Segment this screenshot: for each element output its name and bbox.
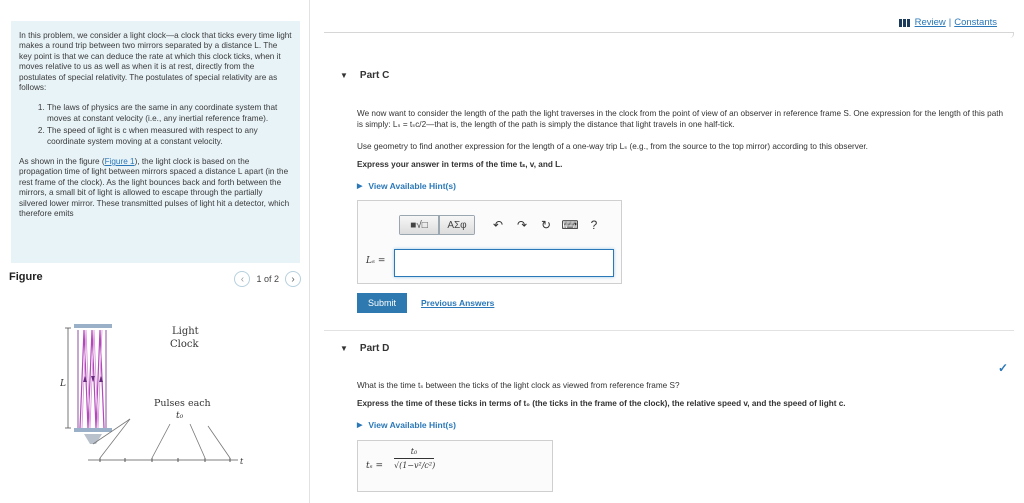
lower-mirror [74, 428, 112, 432]
part-d-answer [357, 440, 553, 492]
problem-intro [11, 21, 300, 263]
figure-header [9, 271, 301, 291]
ls-answer-label: Lₛ = [366, 256, 386, 266]
figure-description: As shown in the figure (Figure 1), the light clock is based on the propagation time of light between mirrors spaced a distance L apart (in the rest frame of the clock). As the light bounces back and forth between the mirrors, a small bit of light is allowed to escape through the partially silvered lower mirror. These transmitted pulses of light hit a detector, which therefore emits [19, 157, 290, 219]
review-constants [899, 17, 1000, 28]
part-d-text-1: What is the time tₛ between the ticks of the light clock as viewed from reference frame S? [357, 381, 680, 390]
pulses-label-1: Pulses each [154, 398, 211, 409]
L-label: L [60, 379, 66, 389]
intro-paragraph: In this problem, we consider a light clock—a clock that ticks every time light makes a round trip between two mirrors separated by a distance L. The key point is that we can deduce the rate at which this clock ticks, when it moves relative to us as well as when it is at rest, directly from the postulates of special relativity. The postulates of special relativity are as follows: [19, 31, 292, 93]
figure-1-link[interactable]: Figure 1 [104, 157, 135, 167]
postulates-list [37, 103, 292, 147]
previous-answers-link[interactable]: Previous Answers [421, 298, 495, 308]
keyboard-icon[interactable]: ⌨ [561, 218, 579, 232]
postulate-1: 1. The laws of physics are the same in any coordinate system that moves at constant velocity (i.e., any inertial reference frame). [47, 103, 292, 124]
part-c-title[interactable]: ▼ Part C [340, 70, 390, 81]
correct-check-icon: ✓ [997, 361, 1008, 375]
part-d-hint[interactable]: ▶ View Available Hint(s) [357, 420, 456, 430]
collapse-triangle-icon: ▼ [340, 71, 348, 80]
ts-answer-label: tₛ = [366, 461, 384, 471]
part-d-title[interactable]: ▼ Part D [340, 343, 390, 354]
part-c-express: Express your answer in terms of the time tₛ, v, and L. [357, 160, 563, 169]
redo-icon[interactable]: ↷ [516, 218, 528, 232]
submit-button[interactable]: Submit [357, 293, 407, 313]
postulate-2: 2. The speed of light is c when measured with respect to any coordinate system moving at a constant velocity. [47, 126, 292, 147]
figure-page-count: 1 of 2 [256, 274, 279, 284]
figure-label: Figure [9, 271, 43, 283]
detector [84, 434, 102, 444]
fraction-denominator: √(1−v²/c²) [394, 461, 436, 470]
light-clock-label-2: Clock [170, 339, 199, 350]
ls-answer-input[interactable] [394, 249, 614, 277]
collapse-triangle-icon: ▼ [340, 344, 348, 353]
light-clock-figure [60, 316, 250, 476]
greek-symbols-button[interactable]: AΣφ [439, 215, 475, 235]
problem-pane [0, 0, 310, 503]
pulses-label-2: t₀ [176, 411, 184, 421]
header-separator: | [948, 17, 952, 28]
part-d-express: Express the time of these ticks in terms of t₀ (the ticks in the frame of the clock), the relative speed v, and the speed of light c. [357, 399, 846, 408]
part-divider [324, 330, 1014, 331]
math-toolbar [399, 215, 607, 235]
part-c-answer-box [357, 200, 622, 284]
review-link[interactable]: Review [914, 17, 946, 28]
review-icon [899, 19, 911, 27]
constants-link[interactable]: Constants [954, 17, 997, 28]
chevron-right-icon[interactable]: › [285, 271, 301, 287]
fraction-numerator: t₀ [394, 447, 434, 459]
light-clock-label-1: Light [172, 326, 199, 337]
t-axis-label: t [240, 457, 244, 466]
question-pane [310, 0, 1024, 503]
part-c-text-1: We now want to consider the length of the path the light traverses in the clock from the point of view of an observer in reference frame S. One expression for the length of this path is simply: Lₛ = tₛc/2—that is, the length of the path is simply the distance that light travels in one half-tick. [357, 109, 1004, 129]
undo-icon[interactable]: ↶ [492, 218, 504, 232]
chevron-left-icon[interactable]: ‹ [234, 271, 250, 287]
reset-icon[interactable]: ↻ [540, 218, 552, 232]
help-icon[interactable]: ? [590, 218, 598, 232]
templates-button[interactable]: ■√□ [399, 215, 439, 235]
expand-triangle-icon: ▶ [357, 422, 363, 429]
answer-fraction [394, 447, 434, 470]
top-mirror [74, 324, 112, 328]
expand-triangle-icon: ▶ [357, 183, 363, 190]
part-c-text-2: Use geometry to find another expression for the length of a one-way trip Lₛ (e.g., from the source to the top mirror) according to this observer. [357, 142, 868, 151]
top-rule [324, 32, 1014, 38]
figure-pager [234, 271, 301, 287]
template-group [399, 215, 475, 235]
part-c-hint[interactable]: ▶ View Available Hint(s) [357, 181, 456, 191]
